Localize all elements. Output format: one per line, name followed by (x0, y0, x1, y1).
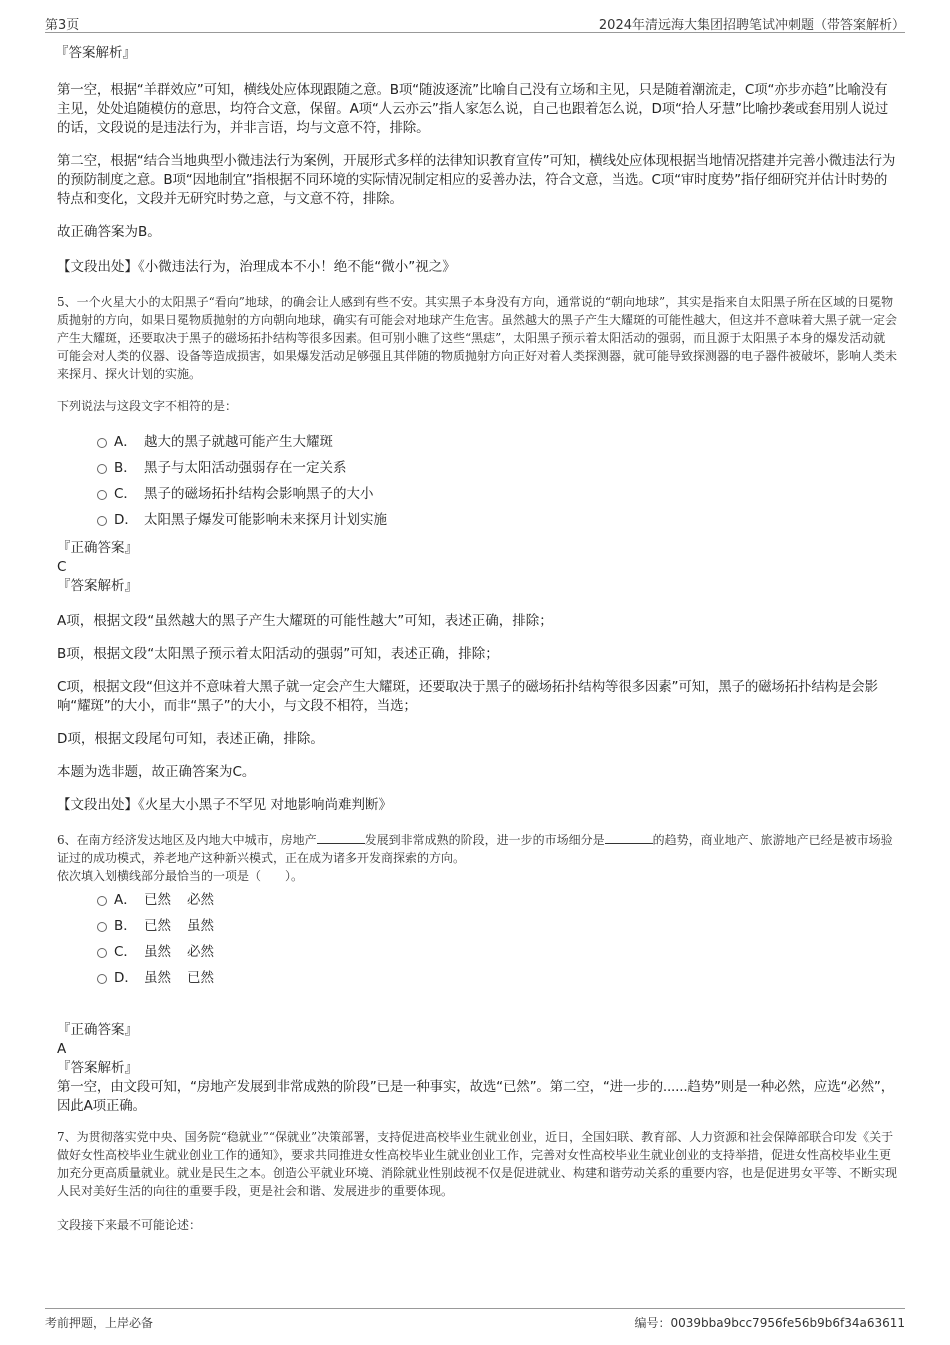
option-b[interactable]: B． 已然 虽然 (57, 913, 897, 939)
page-header (45, 10, 905, 33)
analysis-line: A项，根据文段“虽然越大的黑子产生大耀斑的可能性越大”可知，表述正确，排除； (57, 613, 553, 629)
answer-conclusion: 故正确答案为B。 (57, 224, 161, 240)
correct-answer: A (57, 1041, 67, 1057)
analysis-line: C项，根据文段“但这并不意味着大黑子就一定会产生大耀斑，还要取决于黑子的磁场拓扑结构等很多因素”可知，黑子的磁场拓扑结构是会影响“耀斑”的大小，而非“黑子”的大小，与文段不相符，当选； (57, 679, 878, 714)
correct-answer-label: 『正确答案』 (57, 1022, 138, 1038)
correct-answer: C (57, 559, 67, 575)
question-5-options (57, 429, 897, 533)
analysis-paragraph: 第一空，根据“羊群效应”可知，横线处应体现跟随之意。B项“随波逐流”比喻自己没有立场和主见，只是随着潮流走，C项“亦步亦趋”比喻没有主见，处处追随模仿的意思，均符合文意，保留。A项“人云亦云”指人家怎么说，自己也跟着怎么说，D项“拾人牙慧”比喻抄袭或套用别人说过的话，文段说的是违法行为，并非言语，均与文意不符，排除。 (57, 82, 889, 136)
question-7-passage: 7、为贯彻落实党中央、国务院“稳就业”“保就业”决策部署，支持促进高校毕业生就业创业，近日，全国妇联、教育部、人力资源和社会保障部联合印发《关于做好女性高校毕业生就业创业工作的通知》，要求共同推进女性高校毕业生就业创业工作，完善对女性高校毕业生就业创业的支持举措，促进女性高校毕业生更加充分更高质量就业。就业是民生之本。创造公平就业环境、消除就业性别歧视不仅是促进就业、构建和谐劳动关系的重要内容，也是促进男女平等、不断实现人民对美好生活的向往的重要手段，更是社会和谐、发展进步的重要体现。 (57, 1130, 898, 1198)
radio-icon[interactable] (97, 516, 107, 526)
question-6-prompt: 依次填入划横线部分最恰当的一项是（ ）。 (57, 869, 304, 883)
document-code: 编号：0039bba9bcc7956fe56b9b6f34a63611 (634, 1316, 905, 1330)
analysis-paragraph: 第二空，根据“结合当地典型小微违法行为案例，开展形式多样的法律知识教育宣传”可知，横线处应体现根据当地情况搭建并完善小微违法行为的预防制度之意。B项“因地制宜”指根据不同环境的实际情况制定相应的妥善办法，符合文意，当选。C项“审时度势”指仔细研究并估计时势的特点和变化，文段并无研究时势之意，与文意不符，排除。 (57, 153, 896, 207)
analysis-line: 第一空，由文段可知，“房地产发展到非常成熟的阶段”已是一种事实，故选“已然”。第二空，“进一步的......趋势”则是一种必然，应选“必然”，因此A项正确。 (57, 1079, 894, 1114)
option-text: 越大的黑子就越可能产生大耀斑 (144, 434, 333, 450)
page-number: 第3页 (45, 18, 80, 33)
radio-icon[interactable] (97, 948, 107, 958)
analysis-line: D项，根据文段尾句可知，表述正确，排除。 (57, 731, 324, 747)
fill-blank (605, 831, 653, 844)
option-a[interactable]: A． 越大的黑子就越可能产生大耀斑 (57, 429, 897, 455)
answer-conclusion: 本题为选非题，故正确答案为C。 (57, 764, 256, 780)
analysis-label: 『答案解析』 (57, 1060, 138, 1076)
analysis-label: 『答案解析』 (55, 45, 136, 61)
question-6-options (57, 887, 897, 991)
analysis-label: 『答案解析』 (57, 578, 138, 594)
option-c[interactable]: C． 黑子的磁场拓扑结构会影响黑子的大小 (57, 481, 897, 507)
correct-answer-label: 『正确答案』 (57, 540, 138, 556)
option-d[interactable]: D． 虽然 已然 (57, 965, 897, 991)
source-citation: 【文段出处】《火星大小黑子不罕见 对地影响尚难判断》 (57, 797, 393, 813)
question-5-passage: 5、一个火星大小的太阳黑子“看向”地球，的确会让人感到有些不安。其实黑子本身没有方向，通常说的“朝向地球”，其实是指来自太阳黑子所在区域的日冕物质抛射的方向，如果日冕物质抛射的方向朝向地球，确实有可能会对地球产生危害。虽然越大的黑子产生大耀斑的可能性越大，但这并不意味着大黑子就一定会产生大耀斑，还要取决于黑子的磁场拓扑结构等很多因素。但可别小瞧了这些“黑痣”，太阳黑子预示着太阳活动的强弱，而且源于太阳黑子本身的爆发活动就可能会对人类的仪器、设备等造成损害，如果爆发活动足够强且其伴随的物质抛射方向正好对着人类探测器，就可能导致探测器的电子器件被破坏，影响人类未来探月、探火计划的实施。 (57, 295, 898, 381)
option-c[interactable]: C． 虽然 必然 (57, 939, 897, 965)
option-text: 黑子与太阳活动强弱存在一定关系 (144, 460, 347, 476)
radio-icon[interactable] (97, 896, 107, 906)
question-5-prompt: 下列说法与这段文字不相符的是： (57, 399, 238, 413)
radio-icon[interactable] (97, 922, 107, 932)
option-d[interactable]: D． 太阳黑子爆发可能影响未来探月计划实施 (57, 507, 897, 533)
footer-slogan: 考前押题，上岸必备 (45, 1316, 154, 1330)
analysis-line: B项，根据文段“太阳黑子预示着太阳活动的强弱”可知，表述正确，排除； (57, 646, 499, 662)
question-7-prompt: 文段接下来最不可能论述： (57, 1218, 202, 1232)
source-citation: 【文段出处】《小微违法行为，治理成本不小！绝不能“微小”视之》 (57, 259, 456, 275)
page-footer (45, 1308, 905, 1339)
radio-icon[interactable] (97, 490, 107, 500)
option-text: 黑子的磁场拓扑结构会影响黑子的大小 (144, 486, 374, 502)
document-title: 2024年清远海大集团招聘笔试冲刺题（带答案解析） (598, 18, 905, 33)
question-6-passage: 6、在南方经济发达地区及内地大中城市，房地产 发展到非常成熟的阶段，进一步的市场细分是 的趋势，商业地产、旅游地产已经是被市场验证过的成功模式，养老地产这种新兴模式，正在成为诸多开发商探索的方向。 (57, 833, 893, 865)
option-b[interactable]: B． 黑子与太阳活动强弱存在一定关系 (57, 455, 897, 481)
radio-icon[interactable] (97, 974, 107, 984)
radio-icon[interactable] (97, 438, 107, 448)
fill-blank (317, 831, 365, 844)
page-content (57, 44, 897, 1234)
option-text: 太阳黑子爆发可能影响未来探月计划实施 (144, 512, 387, 528)
radio-icon[interactable] (97, 464, 107, 474)
option-a[interactable]: A． 已然 必然 (57, 887, 897, 913)
